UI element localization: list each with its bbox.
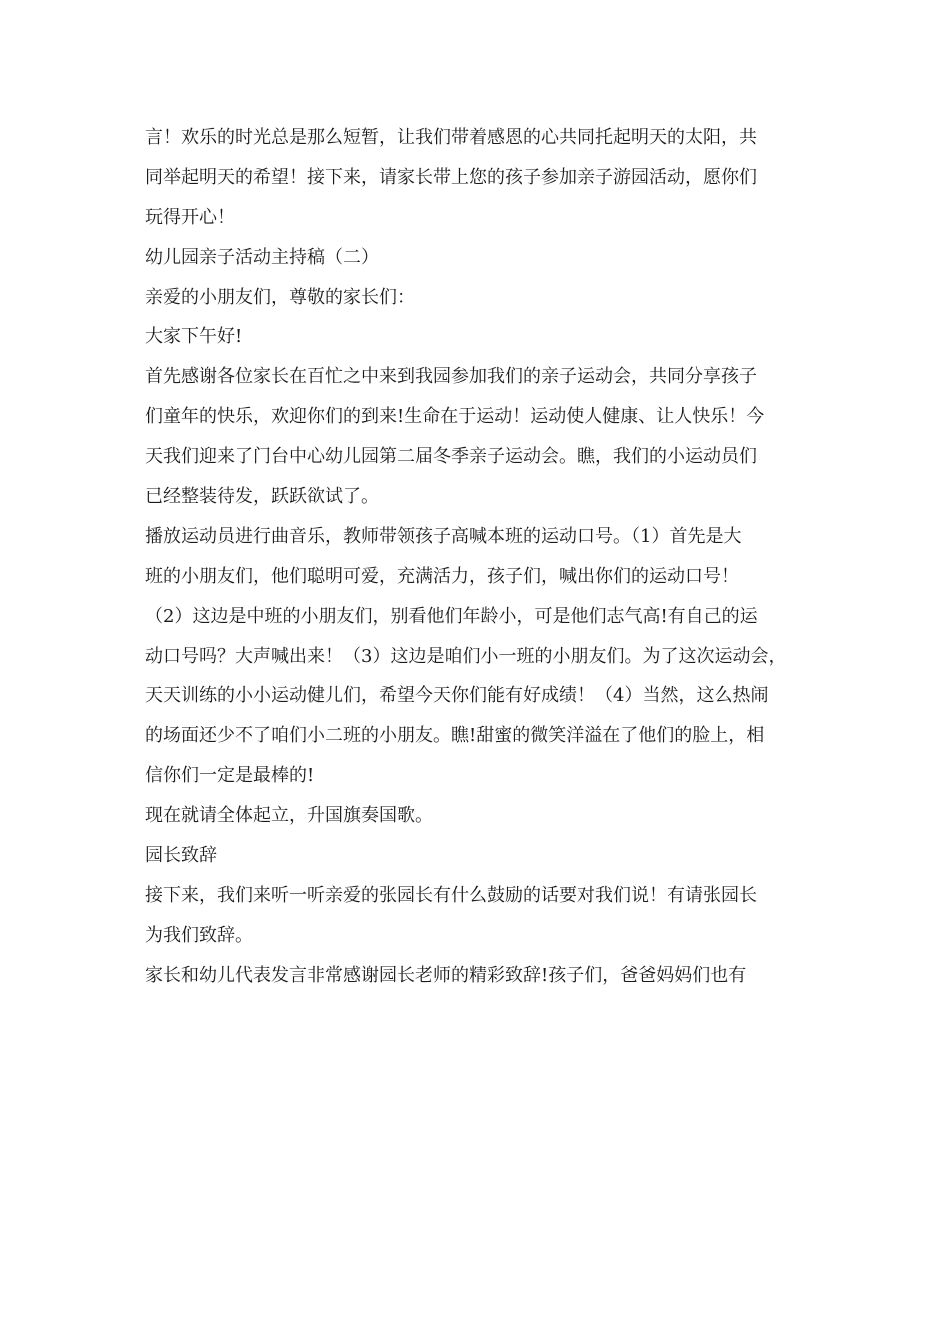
text-line: 已经整装待发，跃跃欲试了。 [145,486,379,508]
text-line: 的场面还少不了咱们小二班的小朋友。瞧!甜蜜的微笑洋溢在了他们的脸上，相 [145,725,765,747]
text-line: 班的小朋友们，他们聪明可爱，充满活力，孩子们，喊出你们的运动口号！ [145,565,739,587]
text-line: 玩得开心！ [145,206,235,228]
text-line: 首先感谢各位家长在百忙之中来到我园参加我们的亲子运动会，共同分享孩子 [145,366,757,388]
greeting: 大家下午好! [145,326,243,348]
text-line: （2）这边是中班的小朋友们，别看他们年龄小，可是他们志气高!有自己的运 [145,605,758,627]
text-line: 同举起明天的希望！接下来，请家长带上您的孩子参加亲子游园活动，愿你们 [145,166,757,188]
text-line: 播放运动员进行曲音乐，教师带领孩子高喊本班的运动口号。（1）首先是大 [145,525,742,547]
text-line: 动口号吗？大声喊出来！（3）这边是咱们小一班的小朋友们。为了这次运动会， [145,645,787,667]
text-line: 们童年的快乐，欢迎你们的到来!生命在于运动！运动使人健康、让人快乐！今 [145,406,765,428]
text-line: 信你们一定是最棒的! [145,765,315,787]
section-heading: 园长致辞 [145,845,217,867]
document-body [145,118,820,996]
text-line: 天我们迎来了门台中心幼儿园第二届冬季亲子运动会。瞧，我们的小运动员们 [145,446,757,468]
text-line: 家长和幼儿代表发言非常感谢园长老师的精彩致辞!孩子们，爸爸妈妈们也有 [145,964,747,986]
text-line: 接下来，我们来听一听亲爱的张园长有什么鼓励的话要对我们说！有请张园长 [145,884,757,906]
text-line: 天天训练的小小运动健儿们，希望今天你们能有好成绩！（4）当然，这么热闹 [145,685,769,707]
text-line: 现在就请全体起立，升国旗奏国歌。 [145,805,433,827]
text-line: 为我们致辞。 [145,924,253,946]
section-heading: 幼儿园亲子活动主持稿（二） [145,246,379,268]
salutation: 亲爱的小朋友们，尊敬的家长们： [145,286,415,308]
text-line: 言！欢乐的时光总是那么短暂，让我们带着感恩的心共同托起明天的太阳，共 [145,127,757,148]
